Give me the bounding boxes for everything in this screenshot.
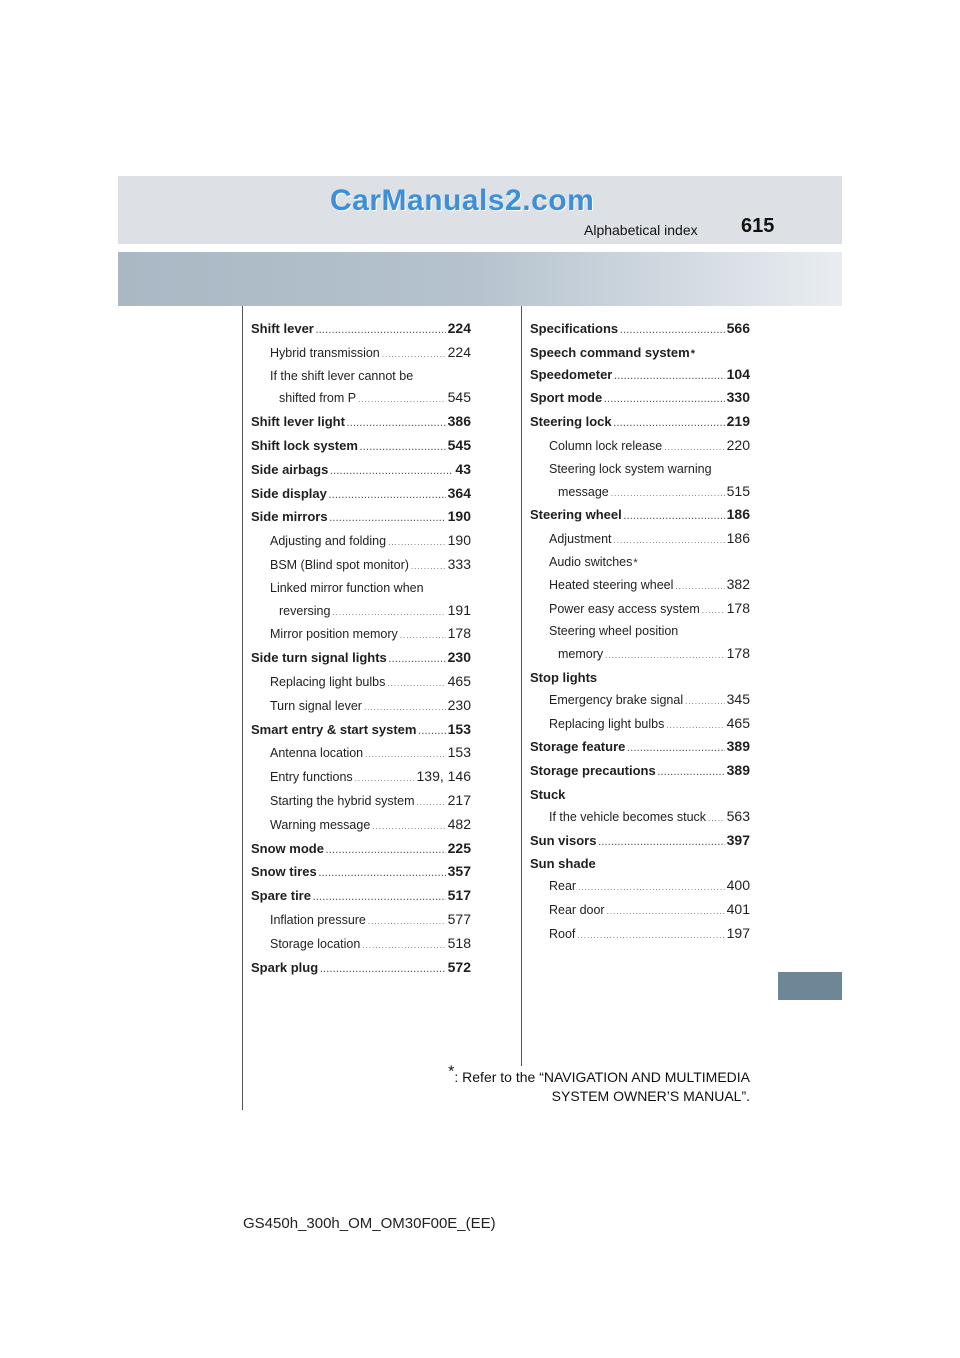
dot-leader <box>358 389 446 411</box>
entry-page-number[interactable]: 518 <box>447 934 471 951</box>
entry-page-number[interactable]: 43 <box>455 460 471 477</box>
entry-page-number[interactable]: 197 <box>726 924 750 941</box>
footnote-line-2: SYSTEM OWNER’S MANUAL”. <box>551 1088 750 1104</box>
index-entry[interactable] <box>530 504 750 528</box>
entry-label: Steering wheel position <box>549 624 679 639</box>
dot-leader <box>329 485 446 507</box>
index-entry[interactable] <box>251 885 471 909</box>
entry-page-number[interactable]: 178 <box>447 625 471 642</box>
dot-leader <box>614 530 725 552</box>
entry-label: shifted from P <box>279 391 357 406</box>
dot-leader <box>685 691 725 713</box>
index-entry[interactable] <box>251 318 471 342</box>
entry-page-number[interactable]: 191 <box>447 601 471 618</box>
entry-label: Audio switches <box>549 554 633 569</box>
dot-leader <box>320 959 445 981</box>
index-entry[interactable] <box>251 483 471 507</box>
index-entry[interactable] <box>251 623 471 647</box>
entry-page-number[interactable]: 563 <box>726 807 750 824</box>
dot-leader <box>598 832 724 854</box>
entry-page-number[interactable]: 566 <box>726 320 750 336</box>
entry-label: Side airbags <box>251 461 329 477</box>
dot-leader <box>382 344 446 366</box>
entry-label: Smart entry & start system <box>251 721 417 737</box>
entry-page-number[interactable]: 225 <box>447 839 471 856</box>
dot-leader <box>658 762 725 784</box>
entry-label: Roof <box>549 926 576 941</box>
dot-leader <box>347 413 446 435</box>
entry-label: memory <box>558 647 604 662</box>
index-entry[interactable] <box>530 689 750 713</box>
index-entry[interactable] <box>530 481 750 505</box>
index-entry[interactable] <box>530 459 750 481</box>
entry-label: Stuck <box>530 786 566 802</box>
dot-leader <box>330 508 446 530</box>
entry-label: Starting the hybrid system <box>270 793 415 808</box>
dot-leader <box>624 506 725 528</box>
index-entry[interactable] <box>251 909 471 933</box>
entry-label: Hybrid transmission <box>270 345 380 360</box>
entry-label: Inflation pressure <box>270 912 366 927</box>
entry-label: Replacing light bulbs <box>270 674 386 689</box>
entry-page-number[interactable]: 224 <box>447 320 471 336</box>
entry-label: Storage precautions <box>530 763 656 779</box>
dot-leader <box>708 808 725 830</box>
index-entry[interactable] <box>251 838 471 862</box>
entry-label: Stop lights <box>530 669 598 685</box>
entry-label: Shift lever <box>251 321 314 336</box>
footnote-asterisk: * <box>448 1063 455 1081</box>
index-entry[interactable] <box>530 643 750 667</box>
entry-label: Shift lock system <box>251 437 358 453</box>
entry-label: Specifications <box>530 321 619 336</box>
dot-leader <box>332 602 445 624</box>
index-entry[interactable] <box>251 459 471 483</box>
entry-label: Side mirrors <box>251 509 328 525</box>
entry-page-number[interactable]: 178 <box>726 599 750 616</box>
dot-leader <box>605 645 724 667</box>
entry-label: Sun visors <box>530 832 597 848</box>
watermark-logo[interactable]: CarManuals2.com <box>330 184 595 217</box>
index-entry[interactable] <box>251 742 471 766</box>
index-entry[interactable] <box>530 387 750 411</box>
entry-page-number[interactable]: 186 <box>726 506 750 523</box>
dot-leader <box>400 625 446 647</box>
entry-label: Antenna location <box>270 746 364 761</box>
dot-leader <box>326 840 446 862</box>
index-entry[interactable] <box>251 719 471 743</box>
index-entry[interactable] <box>530 806 750 830</box>
entry-label: Storage feature <box>530 739 626 755</box>
index-entry[interactable]: Speech command system * <box>530 342 750 364</box>
dot-leader <box>368 911 446 933</box>
entry-label: Sun shade <box>530 856 596 872</box>
entry-page-number[interactable]: 465 <box>726 714 750 731</box>
index-entry[interactable] <box>251 411 471 435</box>
entry-page-number[interactable]: 382 <box>726 575 750 592</box>
index-entry[interactable] <box>530 598 750 622</box>
dot-leader <box>607 901 725 923</box>
dot-leader <box>365 744 446 766</box>
index-entry[interactable] <box>251 506 471 530</box>
index-entry[interactable] <box>530 574 750 598</box>
entry-label: Adjustment <box>549 532 612 547</box>
entry-label: Shift lever light <box>251 414 345 430</box>
entry-page-number[interactable]: 186 <box>726 530 750 547</box>
dot-leader <box>319 863 446 885</box>
dot-leader <box>578 877 725 899</box>
entry-label: reversing <box>279 603 331 618</box>
dot-leader <box>666 715 724 737</box>
index-entry[interactable] <box>530 667 750 689</box>
entry-label: Emergency brake signal <box>549 692 684 707</box>
entry-label: Column lock release <box>549 438 663 453</box>
entry-page-number[interactable]: 190 <box>447 508 471 525</box>
entry-page-number[interactable]: 224 <box>447 343 471 360</box>
dot-leader <box>330 461 453 483</box>
column-divider <box>521 306 522 1066</box>
index-entry[interactable] <box>530 830 750 854</box>
entry-label: Rear door <box>549 902 605 917</box>
dot-leader <box>675 576 724 598</box>
index-entry[interactable] <box>251 366 471 388</box>
index-entry[interactable] <box>251 933 471 957</box>
entry-page-number[interactable]: 515 <box>726 482 750 499</box>
left-margin-rule <box>242 306 243 1110</box>
entry-page-number[interactable]: 190 <box>447 532 471 549</box>
dot-leader <box>577 925 724 947</box>
entry-label: Spark plug <box>251 959 319 975</box>
index-entry[interactable] <box>530 736 750 760</box>
dot-leader <box>388 532 446 554</box>
entry-label: Power easy access system <box>549 601 700 616</box>
index-entry[interactable] <box>251 671 471 695</box>
entry-label: Linked mirror function when <box>270 580 424 595</box>
section-title: Alphabetical index <box>584 222 698 238</box>
dot-leader <box>620 320 725 342</box>
entry-label: Entry functions <box>270 770 353 785</box>
dot-leader <box>614 413 725 435</box>
entry-page-number[interactable]: 397 <box>726 831 750 848</box>
entry-page-number[interactable]: 572 <box>447 958 471 975</box>
index-entry[interactable] <box>530 875 750 899</box>
page-number: 615 <box>741 215 775 237</box>
entry-page-number[interactable]: 178 <box>726 645 750 662</box>
entry-label: If the vehicle becomes stuck <box>549 809 707 824</box>
index-entry[interactable] <box>530 364 750 388</box>
index-entry[interactable] <box>251 342 471 366</box>
entry-label: message <box>558 484 609 499</box>
entry-page-number[interactable]: 153 <box>447 744 471 761</box>
entry-page-number[interactable]: 345 <box>726 690 750 707</box>
index-entry[interactable] <box>251 814 471 838</box>
chapter-band <box>118 252 842 306</box>
entry-page-number[interactable]: 389 <box>726 738 750 755</box>
index-entry[interactable] <box>530 784 750 806</box>
entry-page-number[interactable]: 139, 146 <box>416 768 471 785</box>
entry-label: Sport mode <box>530 390 603 406</box>
entry-label: Side turn signal lights <box>251 650 387 666</box>
entry-page-number[interactable]: 545 <box>447 436 471 453</box>
entry-page-number[interactable]: 545 <box>447 389 471 406</box>
entry-page-number[interactable]: 482 <box>447 815 471 832</box>
manual-code: GS450h_300h_OM_OM30F00E_(EE) <box>243 1215 496 1232</box>
index-entry[interactable] <box>251 600 471 624</box>
index-entry[interactable] <box>251 578 471 600</box>
index-entry[interactable] <box>251 861 471 885</box>
footnote <box>420 1063 750 1106</box>
dot-leader <box>627 738 724 760</box>
entry-label: Speech command system <box>530 344 690 360</box>
dot-leader <box>362 935 445 957</box>
entry-page-number[interactable]: 400 <box>726 877 750 894</box>
dot-leader <box>418 721 445 743</box>
index-column-left <box>251 318 471 980</box>
index-entry[interactable] <box>251 554 471 578</box>
entry-label: BSM (Blind spot monitor) <box>270 557 409 572</box>
dot-leader <box>360 437 446 459</box>
entry-label: Steering lock <box>530 414 612 430</box>
entry-page-number[interactable]: 401 <box>726 900 750 917</box>
index-entry[interactable] <box>530 318 750 342</box>
index-entry[interactable] <box>251 695 471 719</box>
index-entry[interactable] <box>251 387 471 411</box>
entry-page-number[interactable]: 220 <box>726 436 750 453</box>
dot-leader <box>355 768 415 790</box>
dot-leader <box>417 792 446 814</box>
entry-page-number[interactable]: 333 <box>447 555 471 572</box>
dot-leader <box>664 437 724 459</box>
entry-page-number[interactable]: 389 <box>726 762 750 779</box>
entry-label: Side display <box>251 485 327 501</box>
index-entry[interactable] <box>251 647 471 671</box>
dot-leader <box>702 600 725 622</box>
index-column-right <box>530 318 750 947</box>
index-entry[interactable] <box>251 530 471 554</box>
entry-label: Storage location <box>270 936 361 951</box>
entry-page-number[interactable]: 386 <box>447 413 471 430</box>
dot-leader <box>611 483 725 505</box>
dot-leader <box>372 816 445 838</box>
entry-label: Mirror position memory <box>270 627 398 642</box>
dot-leader <box>389 649 446 671</box>
entry-page-number[interactable]: 465 <box>447 672 471 689</box>
index-entry[interactable] <box>530 713 750 737</box>
dot-leader <box>313 887 446 909</box>
entry-page-number[interactable]: 219 <box>726 413 750 430</box>
entry-page-number[interactable]: 230 <box>447 649 471 666</box>
index-entry[interactable] <box>251 957 471 981</box>
entry-page-number[interactable]: 364 <box>447 484 471 501</box>
index-entry[interactable] <box>530 621 750 643</box>
entry-page-number[interactable]: 217 <box>447 791 471 808</box>
dot-leader <box>364 697 446 719</box>
index-entry[interactable] <box>530 435 750 459</box>
entry-label: Spare tire <box>251 888 311 904</box>
entry-label: Replacing light bulbs <box>549 716 665 731</box>
index-entry[interactable] <box>530 899 750 923</box>
entry-label: Heated steering wheel <box>549 577 674 592</box>
index-entry[interactable] <box>530 760 750 784</box>
entry-page-number[interactable]: 517 <box>447 887 471 904</box>
index-entry[interactable] <box>251 790 471 814</box>
index-entry[interactable] <box>251 766 471 790</box>
entry-label: Steering lock system warning <box>549 461 712 476</box>
entry-label: Snow tires <box>251 864 317 880</box>
entry-page-number[interactable]: 577 <box>447 910 471 927</box>
entry-label: Turn signal lever <box>270 698 362 713</box>
entry-label: If the shift lever cannot be <box>270 368 414 383</box>
entry-page-number[interactable]: 330 <box>726 389 750 406</box>
entry-page-number[interactable]: 104 <box>726 365 750 382</box>
entry-page-number[interactable]: 153 <box>447 720 471 737</box>
footnote-line-1: : Refer to the “NAVIGATION AND MULTIMEDIA <box>454 1069 750 1085</box>
chapter-thumb-tab <box>778 972 842 1000</box>
dot-leader <box>387 673 445 695</box>
index-entry[interactable] <box>530 853 750 875</box>
index-entry[interactable] <box>530 411 750 435</box>
entry-label: Warning message <box>270 817 371 832</box>
entry-page-number[interactable]: 230 <box>447 696 471 713</box>
index-entry[interactable] <box>251 435 471 459</box>
entry-label: Rear <box>549 879 577 894</box>
entry-label: Adjusting and folding <box>270 534 387 549</box>
dot-leader <box>411 556 446 578</box>
index-entry[interactable]: Audio switches * <box>530 552 750 574</box>
dot-leader <box>316 320 446 342</box>
dot-leader <box>604 389 724 411</box>
dot-leader <box>614 366 724 388</box>
index-entry[interactable] <box>530 923 750 947</box>
entry-label: Speedometer <box>530 366 613 382</box>
entry-label: Snow mode <box>251 840 324 856</box>
index-entry[interactable] <box>530 528 750 552</box>
entry-label: Steering wheel <box>530 507 622 523</box>
entry-page-number[interactable]: 357 <box>447 863 471 880</box>
